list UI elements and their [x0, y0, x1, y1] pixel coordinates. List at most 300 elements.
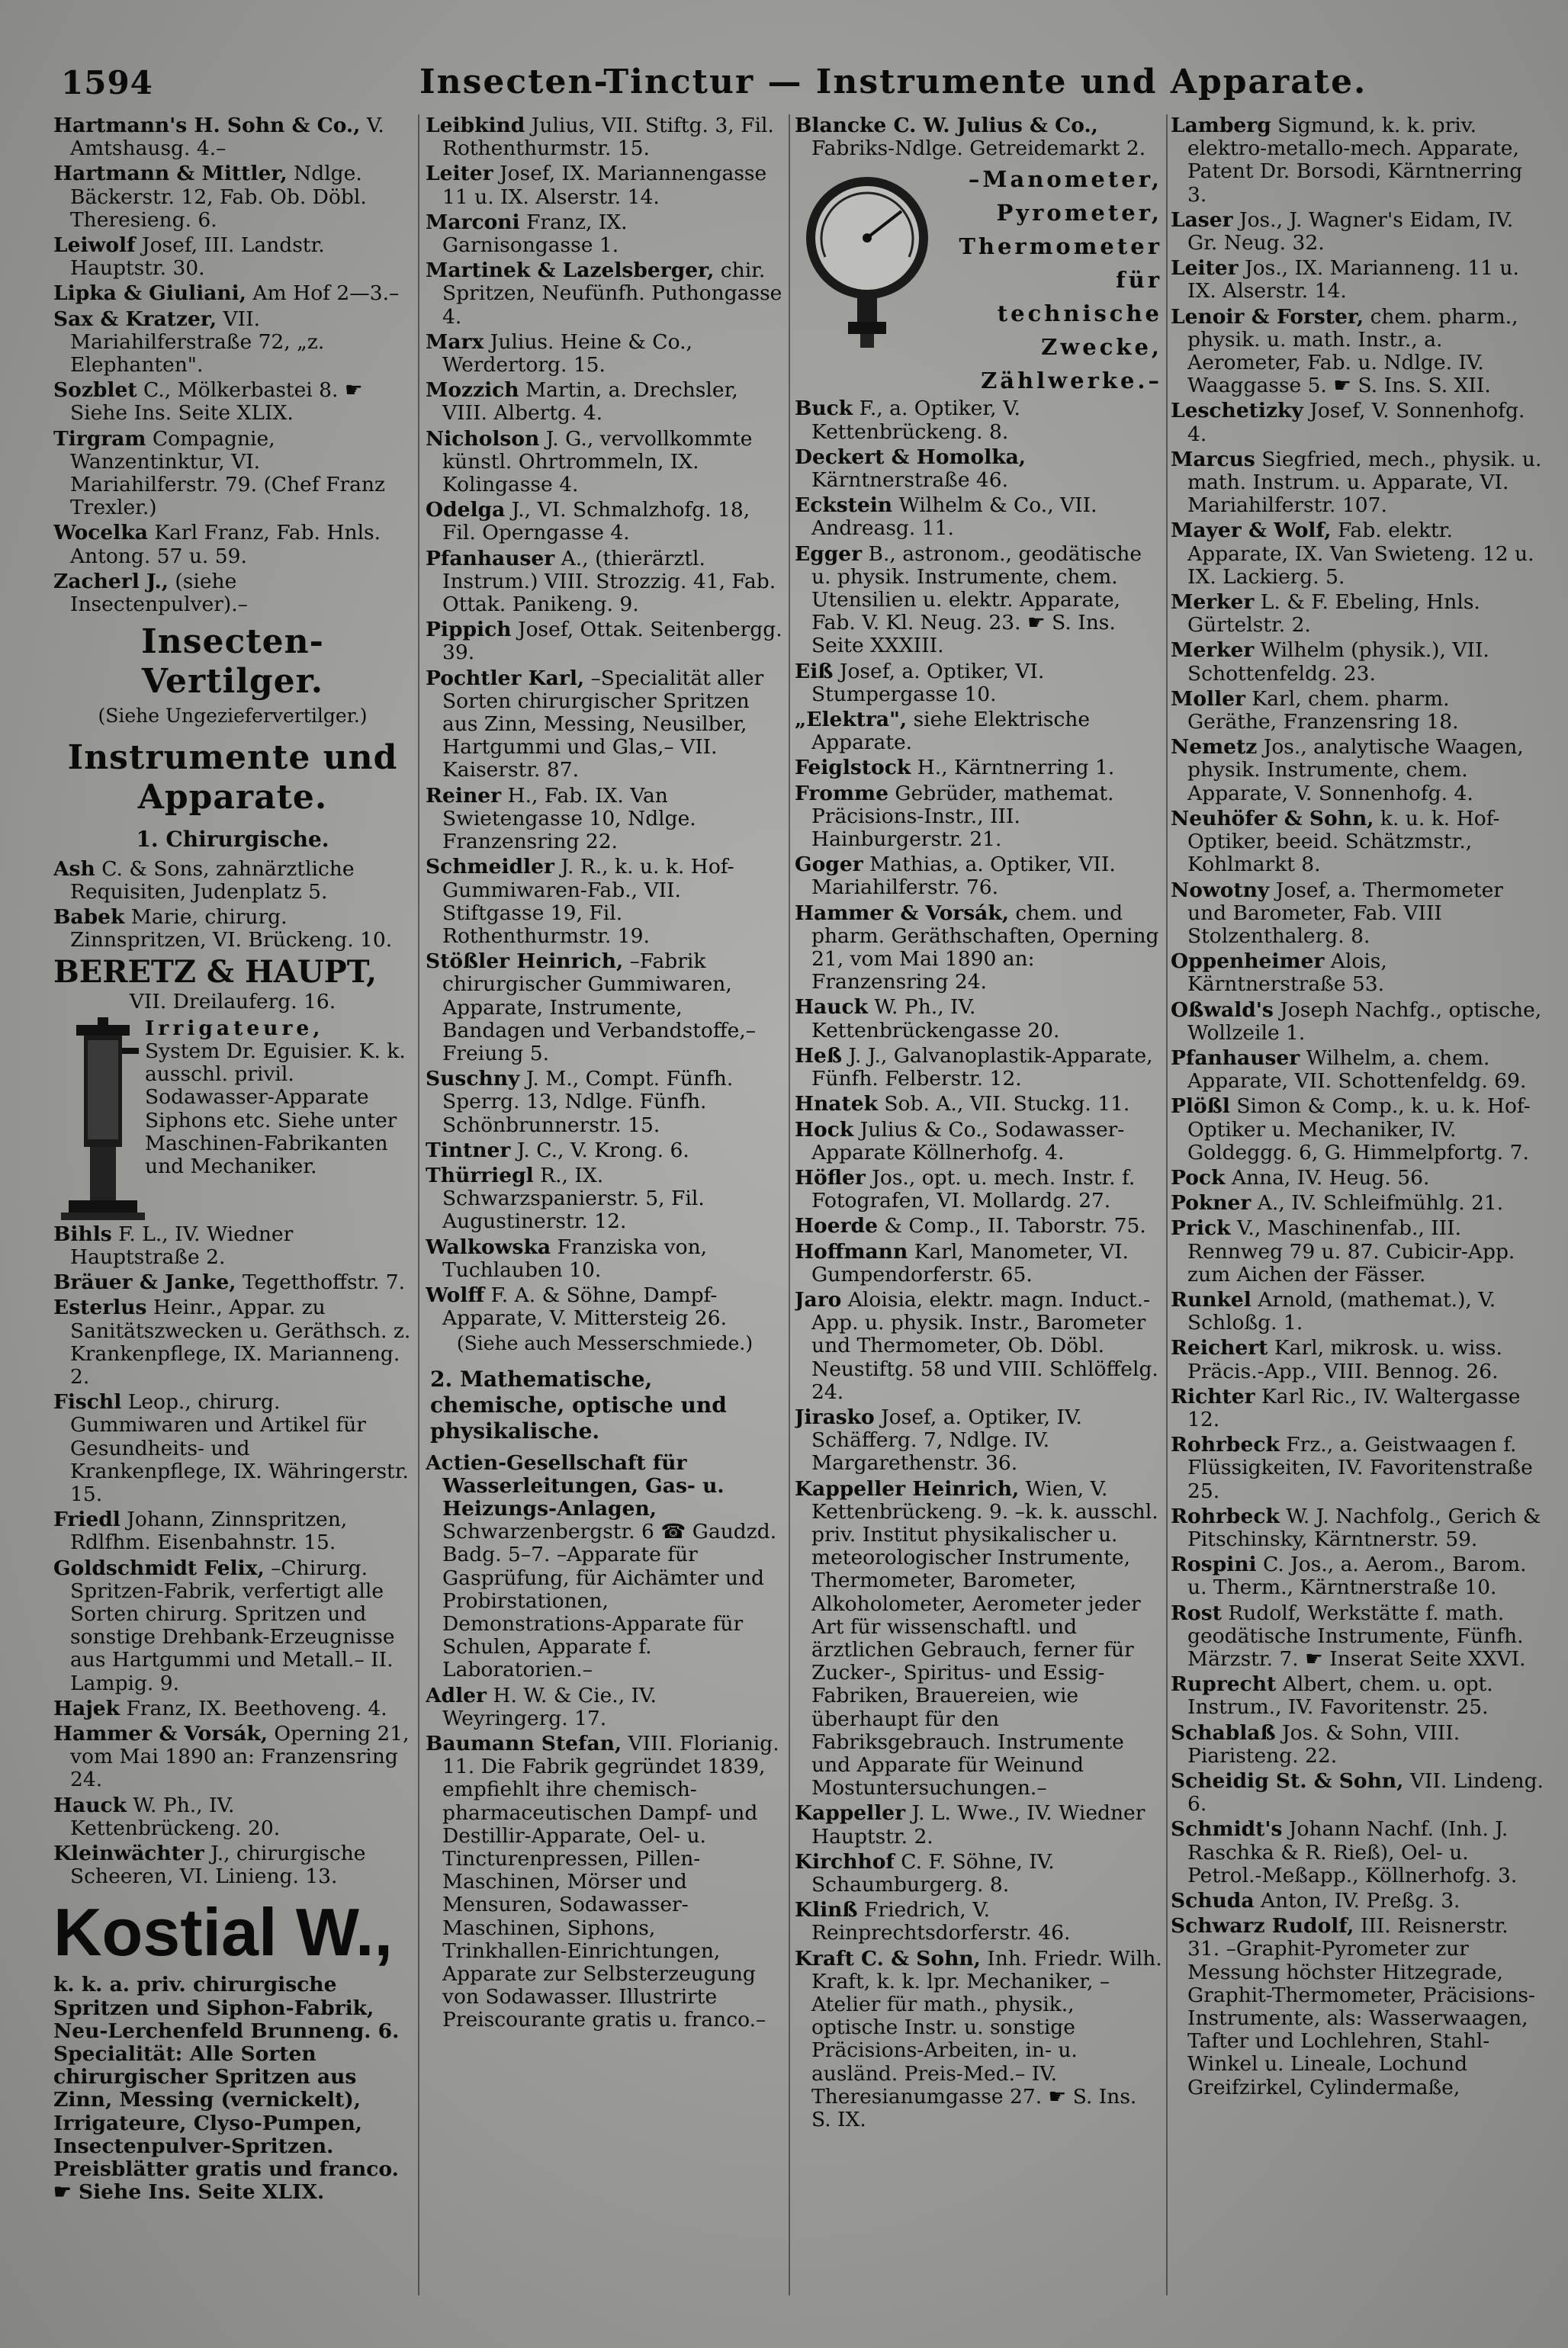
directory-entry — [1171, 688, 1544, 734]
entry-name: Ruprecht — [1171, 1672, 1277, 1697]
entry-details: VIII. Florianig. 11. Die Fabrik gegründet 1839, empfiehlt ihre chemisch-pharmaceutischen Dampf- und Destillir-Apparate, Oel- u. Tincturenpressen, Pillen-Maschinen, Mörser und Mensuren, Sodawasser-Maschinen, Siphons, Trinkhallen-Einrichtungen, Apparate zur Selbsterzeugung von Sodawasser. Illustrirte Preiscourante gratis u. franco.– — [442, 1732, 779, 2032]
entry-name: Lipka & Giuliani, — [53, 281, 246, 306]
directory-entry — [1171, 1505, 1544, 1551]
entry-name: Nemetz — [1171, 735, 1258, 760]
entry-name: Friedl — [53, 1508, 120, 1532]
entry-name: Mayer & Wolf, — [1171, 519, 1332, 543]
entry-name: Prick — [1171, 1216, 1231, 1241]
entry-details: Julius & Co., Sodawasser-Apparate Köllnerhofg. 4. — [811, 1117, 1125, 1164]
entry-details: Gebrüder, mathemat. Präcisions-Instr., III. Hainburgerstr. 21. — [811, 781, 1114, 852]
entry-name: Rohrbeck — [1171, 1433, 1280, 1457]
directory-entry — [1171, 1095, 1544, 1164]
entry-details: Anton, IV. Preßg. 3. — [1260, 1889, 1460, 1913]
column-rule — [1166, 114, 1168, 2295]
entry-name: Leiwolf — [53, 233, 136, 258]
entry-details: J. J., Galvanoplastik-Apparate, Fünfh. Felberstr. 12. — [811, 1043, 1153, 1091]
entry-details: Arnold, (mathemat.), V. Schloßg. 1. — [1187, 1287, 1496, 1335]
page-number: 1594 — [61, 64, 153, 101]
entry-details: Fab. elektr. Apparate, IX. Van Swieteng. 12 u. IX. Lackierg. 5. — [1187, 519, 1534, 589]
directory-entry — [795, 660, 1162, 706]
entry-name: Leiter — [426, 162, 493, 186]
entry-details: R., IX. Schwarzspanierstr. 5, Fil. Augustinerstr. 12. — [442, 1163, 705, 1234]
entry-name: Schuda — [1171, 1889, 1255, 1913]
advert-description: k. k. a. priv. chirurgische Spritzen und Siphon-Fabrik, Neu-Lerchenfeld Brunneng. 6. Specialität: Alle Sorten chirurgischer Spritzen aus Zinn, Messing (vernickelt), Irrigateure, Clyso-Pumpen, Insectenpulver-Spritzen. Preisblätter gratis und franco. ☛ Siehe Ins. Seite XLIX. — [53, 1973, 400, 2205]
entry-details: J. L. Wwe., IV. Wiedner Hauptstr. 2. — [811, 1801, 1145, 1849]
entry-details: W. Ph., IV. Kettenbrückeng. 20. — [70, 1793, 281, 1840]
directory-entry — [795, 1289, 1162, 1404]
entry-details: Jos., J. Wagner's Eidam, IV. Gr. Neug. 32. — [1187, 207, 1514, 255]
entry-details: F., a. Optiker, V. Kettenbrückeng. 8. — [811, 397, 1020, 444]
entry-name: Martinek & Lazelsberger, — [426, 259, 715, 283]
directory-entry — [795, 1899, 1162, 1945]
directory-entry — [53, 570, 412, 616]
directory-entry — [426, 162, 784, 208]
entry-name: Höfler — [795, 1165, 866, 1190]
entry-details: Franz, IX. Beethoveng. 4. — [126, 1696, 387, 1720]
directory-entry — [426, 1685, 784, 1730]
directory-entry — [1171, 879, 1544, 949]
entry-details: Karl, mikrosk. u. wiss. Präcis.-App., VIII. Bennog. 26. — [1187, 1336, 1502, 1383]
entry-name: Suschny — [426, 1067, 520, 1091]
directory-entry — [426, 667, 784, 782]
entry-name: Sozblet — [53, 378, 137, 403]
entry-details: Franziska von, Tuchlauben 10. — [442, 1235, 708, 1282]
entry-list — [426, 1452, 784, 2032]
entry-details: Alois, Kärntnerstraße 53. — [1187, 949, 1387, 997]
entry-details: Karl, chem. pharm. Geräthe, Franzensring 18. — [1187, 686, 1459, 734]
entry-details: –Specialität aller Sorten chirurgischer Spritzen aus Zinn, Messing, Neusilber, Hartgummi und Glas,– VII. Kaiserstr. 87. — [442, 666, 764, 782]
advert-name: BERETZ & HAUPT, — [53, 954, 378, 991]
directory-entry — [1171, 639, 1544, 685]
page-header — [53, 59, 1518, 113]
entry-name: Scheidig St. & Sohn, — [1171, 1769, 1404, 1794]
entry-name: Pock — [1171, 1165, 1226, 1190]
directory-entry — [426, 618, 784, 664]
entry-details: C. & Sons, zahnärztliche Requisiten, Judenplatz 5. — [70, 856, 355, 904]
entry-name: Moller — [1171, 686, 1245, 711]
entry-details: chem. und pharm. Geräthschaften, Operning 21, vom Mai 1890 an: Franzensring 24. — [811, 901, 1159, 994]
directory-entry — [795, 708, 1162, 754]
entry-name: Rospini — [1171, 1553, 1257, 1577]
entry-name: Lamberg — [1171, 114, 1271, 137]
entry-name: Goldschmidt Felix, — [53, 1556, 265, 1580]
entry-name: Rohrbeck — [1171, 1504, 1280, 1528]
entry-list — [53, 1223, 412, 1889]
entry-name: Nicholson — [426, 426, 540, 451]
directory-entry — [795, 1802, 1162, 1848]
directory-entry — [1171, 209, 1544, 255]
advert-product-line: Zwecke, — [1041, 334, 1162, 361]
entry-name: Leibkind — [426, 114, 525, 137]
directory-entry — [53, 1391, 412, 1506]
entry-name: Hartmann & Mittler, — [53, 162, 288, 186]
entry-details: Josef, III. Landstr. Hauptstr. 30. — [70, 233, 325, 281]
entry-details: chir. Spritzen, Neufünfh. Puthongasse 4. — [442, 259, 782, 329]
entry-details: Josef, V. Sonnenhofg. 4. — [1187, 399, 1525, 446]
advert-address: VII. Dreilauferg. 16. — [129, 990, 336, 1014]
entry-name: Schmeidler — [426, 855, 554, 879]
entry-name: Buck — [795, 397, 853, 421]
subsection-heading: 1. Chirurgische. — [136, 827, 329, 853]
directory-entry — [795, 1478, 1162, 1800]
directory-entry — [426, 331, 784, 377]
entry-name: Eckstein — [795, 493, 893, 518]
directory-entry — [1171, 950, 1544, 996]
entry-details: F. A. & Söhne, Dampf-Apparate, V. Mittersteig 26. — [442, 1283, 728, 1331]
section-title: Instrumente und Apparate. — [67, 738, 398, 817]
entry-name: Marconi — [426, 210, 520, 234]
entry-details: J., chirurgische Scheeren, VI. Linieng. 13. — [70, 1841, 366, 1889]
entry-details: Leop., chirurg. Gummiwaren und Artikel für Gesundheits- und Krankenpflege, IX. Währingerstr. 15. — [70, 1390, 409, 1506]
directory-entry — [426, 499, 784, 544]
entry-name: Hauck — [53, 1793, 127, 1817]
directory-entry — [795, 1119, 1162, 1164]
entry-details: Sob. A., VII. Stuckg. 11. — [884, 1092, 1130, 1116]
column-3 — [795, 114, 1162, 2311]
directory-entry — [53, 1296, 412, 1389]
entry-details: J. R., k. u. k. Hof-Gummiwaren-Fab., VII. Stiftgasse 19, Fil. Rothenthurmstr. 19. — [442, 855, 734, 948]
entry-name: Wocelka — [53, 521, 148, 545]
directory-entry — [1171, 1337, 1544, 1383]
entry-name: Marx — [426, 329, 484, 354]
entry-details: Jos. & Sohn, VIII. Piaristeng. 22. — [1187, 1720, 1460, 1768]
directory-entry — [426, 1068, 784, 1137]
entry-name: Runkel — [1171, 1287, 1252, 1312]
directory-entry — [795, 1241, 1162, 1286]
entry-details: H. W. & Cie., IV. Weyringerg. 17. — [442, 1683, 657, 1730]
directory-entry — [1171, 1602, 1544, 1672]
entry-details: Anna, IV. Heug. 56. — [1231, 1165, 1430, 1190]
entry-name: Kleinwächter — [53, 1841, 204, 1865]
entry-details: A., (thierärztl. Instrum.) VIII. Strozzig. 41, Fab. Ottak. Panikeng. 9. — [442, 546, 776, 617]
entry-name: Tintner — [426, 1138, 511, 1162]
entry-name: Thürriegl — [426, 1163, 534, 1187]
advert-block — [53, 1017, 412, 1223]
entry-details: Friedrich, V. Reinprechtsdorferstr. 46. — [811, 1898, 1071, 1945]
directory-entry — [426, 1236, 784, 1282]
directory-entry — [53, 1223, 412, 1269]
directory-entry — [426, 259, 784, 329]
directory-entry — [426, 428, 784, 497]
directory-entry — [53, 858, 412, 904]
directory-entry — [53, 234, 412, 280]
entry-details: J. C., V. Krong. 6. — [516, 1138, 689, 1162]
entry-details: Kärntnerstraße 46. — [811, 468, 1009, 493]
advert-description: System Dr. Eguisier. K. k. ausschl. privil. Sodawasser-Apparate Siphons etc. Siehe unter Maschinen-Fabrikanten und Mechaniker. — [145, 1039, 406, 1178]
entry-name: Hajek — [53, 1696, 120, 1720]
entry-details: Operning 21, vom Mai 1890 an: Franzensring 24. — [70, 1721, 410, 1792]
directory-entry — [1171, 999, 1544, 1045]
entry-name: Plößl — [1171, 1094, 1230, 1119]
entry-details: Simon & Comp., k. u. k. Hof-Optiker u. Mechaniker, IV. Goldeggg. 6, G. Himmelpfortg. 7. — [1187, 1094, 1531, 1164]
entry-details: siehe Elektrische Apparate. — [811, 708, 1091, 755]
entry-name: „Elektra", — [795, 708, 908, 732]
entry-name: Egger — [795, 541, 863, 566]
entry-details: Wien, V. Kettenbrückeng. 9. –k. k. ausschl. priv. Institut physikalischer u. meteorologischer Instrumente, Thermometer, Barometer, Alkoholometer, Aerometer jeder Art für wissenschaftl. und ärztlichen Gebrauch, ferner für Zucker-, Spiritus- und Essig-Fabriken, Brauereien, wie überhaupt für den Fabriksgebrauch. Instrumente und Apparate für Weinund Mostuntersuchungen.– — [811, 1476, 1158, 1800]
directory-entry — [1171, 1217, 1544, 1286]
entry-name: Ash — [53, 856, 95, 881]
entry-list — [426, 114, 784, 1330]
advert-product-line: –Manometer, — [968, 166, 1162, 193]
entry-details: Siegfried, mech., physik. u. math. Instrum. u. Apparate, VI. Mariahilferstr. 107. — [1187, 447, 1542, 518]
directory-entry — [426, 379, 784, 425]
entry-name: Odelga — [426, 498, 506, 522]
directory-entry — [53, 308, 412, 377]
directory-entry — [795, 902, 1162, 994]
directory-entry — [53, 282, 412, 305]
entry-details: Ndlge. Bäckerstr. 12, Fab. Ob. Döbl. Theresieng. 6. — [70, 162, 367, 232]
subsection-heading: 2. Mathematische, chemische, optische und physikalische. — [430, 1366, 727, 1444]
entry-name: Oppenheimer — [1171, 949, 1325, 974]
entry-details: J. M., Compt. Fünfh. Sperrg. 13, Ndlge. Fünfh. Schönbrunnerstr. 15. — [442, 1067, 734, 1137]
see-note: (Siehe Ungeziefervertilger.) — [98, 705, 368, 728]
advert-text — [145, 1017, 412, 1223]
entry-details: V. Amtshausg. 4.– — [70, 114, 384, 161]
entry-name: Neuhöfer & Sohn, — [1171, 806, 1374, 830]
entry-name: Schablaß — [1171, 1720, 1276, 1745]
advert-product-list — [940, 162, 1162, 397]
entry-name: Zacherl J., — [53, 569, 169, 593]
directory-entry — [1171, 1915, 1544, 2099]
entry-details: III. Reisnerstr. 31. –Graphit-Pyrometer zur Messung höchster Hitzegrade, Graphit-Thermometer, Präcisions-Instrumente, als: Wasserwaagen, Tafter und Lochlehren, Stahl-Winkel u. Lineale, Lochund Greifzirkel, Cylindermaße, — [1187, 1914, 1535, 2099]
entry-details: F. L., IV. Wiedner Hauptstraße 2. — [70, 1222, 294, 1269]
directory-entry — [426, 785, 784, 854]
entry-name: Hauck — [795, 995, 868, 1020]
directory-entry — [1171, 1289, 1544, 1335]
directory-entry — [53, 114, 412, 160]
entry-name: Hammer & Vorsák, — [53, 1721, 268, 1746]
entry-details: C. Jos., a. Aerom., Barom. u. Therm., Kärntnerstraße 10. — [1187, 1553, 1527, 1600]
directory-entry — [53, 1557, 412, 1695]
directory-entry — [53, 428, 412, 520]
entry-name: Blancke C. W. Julius & Co., — [795, 114, 1098, 137]
entry-details: Franz, IX. Garnisongasse 1. — [442, 210, 628, 258]
directory-entry — [1171, 519, 1544, 589]
directory-entry — [1171, 114, 1544, 207]
entry-name: Reichert — [1171, 1336, 1268, 1360]
entry-name: Goger — [795, 853, 863, 877]
entry-name: Reiner — [426, 783, 502, 808]
entry-details: Josef, Ottak. Seitenbergg. 39. — [442, 618, 782, 665]
entry-details: Julius. Heine & Co., Werdertorg. 15. — [442, 329, 692, 377]
entry-details: Compagnie, Wanzentinktur, VI. Mariahilferstr. 79. (Chef Franz Trexler.) — [70, 426, 385, 520]
advert-product-line: Zählwerke.– — [981, 368, 1162, 394]
entry-details: chem. pharm., physik. u. math. Instr., a. Aerometer, Fab. u. Ndlge. IV. Waaggasse 5. ☛ S. Ins. S. XII. — [1187, 304, 1518, 398]
entry-name: Eiß — [795, 659, 834, 683]
directory-entry — [426, 211, 784, 257]
entry-details: H., Fab. IX. Van Swietengasse 10, Ndlge. Franzensring 22. — [442, 783, 696, 854]
entry-name: Bräuer & Janke, — [53, 1270, 236, 1295]
entry-details: Josef, IX. Mariannengasse 11 u. IX. Alserstr. 14. — [442, 162, 767, 209]
entry-name: Pippich — [426, 618, 512, 642]
entry-details: V., Maschinenfab., III. Rennweg 79 u. 87. Cubicir-App. zum Aichen der Fässer. — [1187, 1216, 1515, 1286]
column-2 — [426, 114, 784, 2311]
entry-name: Wolff — [426, 1283, 485, 1307]
entry-list — [53, 858, 412, 952]
directory-entry — [795, 114, 1162, 160]
column-1 — [53, 114, 412, 2311]
directory-entry — [426, 114, 784, 160]
advert-block — [795, 162, 1162, 397]
advert-product: Irrigateure, — [145, 1016, 324, 1040]
directory-entry — [1171, 1192, 1544, 1215]
entry-details: L. & F. Ebeling, Hnls. Gürtelstr. 2. — [1187, 590, 1480, 638]
entry-details: W. Ph., IV. Kettenbrückengasse 20. — [811, 995, 1060, 1042]
directory-entry — [53, 1271, 412, 1294]
entry-details: VII. Mariahilferstraße 72, „z. Elephanten". — [70, 307, 325, 377]
see-note: (Siehe auch Messerschmiede.) — [456, 1332, 753, 1355]
entry-name: Richter — [1171, 1384, 1255, 1408]
entry-list — [1171, 114, 1544, 2099]
column-rule — [418, 114, 419, 2295]
entry-details: Karl Ric., IV. Waltergasse 12. — [1187, 1384, 1521, 1431]
entry-details: Julius, VII. Stiftg. 3, Fil. Rothenthurmstr. 15. — [442, 114, 774, 161]
column-4 — [1171, 114, 1544, 2311]
entry-name: Hartmann's H. Sohn & Co., — [53, 114, 361, 137]
directory-entry — [795, 756, 1162, 779]
entry-details: H., Kärntnerring 1. — [917, 756, 1115, 780]
manometer-illustration — [795, 165, 940, 349]
entry-details: Wilhelm, a. chem. Apparate, VII. Schottenfeldg. 69. — [1187, 1046, 1527, 1094]
entry-details: Sigmund, k. k. priv. elektro-metallo-mech. Apparate, Patent Dr. Borsodi, Kärntnerring 3. — [1187, 114, 1523, 207]
entry-name: Jirasko — [795, 1405, 875, 1429]
entry-name: Esterlus — [53, 1296, 147, 1320]
entry-details: Jos., analytische Waagen, physik. Instrumente, chem. Apparate, V. Sonnenhofg. 4. — [1187, 735, 1524, 805]
entry-name: Merker — [1171, 638, 1255, 663]
directory-entry — [1171, 1434, 1544, 1503]
entry-name: Leschetizky — [1171, 399, 1303, 423]
directory-entry — [53, 1508, 412, 1554]
entry-details: Frz., a. Geistwaagen f. Flüssigkeiten, IV. Favoritenstraße 25. — [1187, 1433, 1533, 1503]
entry-name: Fischl — [53, 1390, 122, 1415]
directory-entry — [1171, 400, 1544, 445]
column-rule — [789, 114, 790, 2295]
directory-entry — [426, 1139, 784, 1162]
entry-name: Hammer & Vorsák, — [795, 901, 1009, 925]
directory-entry — [1171, 591, 1544, 637]
entry-details: Schwarzenbergstr. 6 ☎ Gaudzd. Badg. 5–7. –Apparate für Gasprüfung, für Aichämter und Probirstationen, Demonstrations-Apparate für Schulen, Apparate f. Laboratorien.– — [442, 1520, 777, 1682]
entry-details: Rudolf, Werkstätte f. math. geodätische Instrumente, Fünfh. Märzstr. 7. ☛ Inserat Seite XXVI. — [1187, 1601, 1526, 1671]
entry-details: Karl, Manometer, VI. Gumpendorferstr. 65. — [811, 1239, 1129, 1286]
entry-name: Deckert & Homolka, — [795, 445, 1027, 469]
entry-details: Aloisia, elektr. magn. Induct.-App. u. physik. Instr., Barometer und Thermometer, Ob. Döbl. Neustiftg. 58 und VIII. Schlöffelg. 24. — [811, 1287, 1158, 1404]
entry-name: Pfanhauser — [426, 546, 555, 570]
entry-name: Adler — [426, 1683, 487, 1707]
entry-name: Kappeller Heinrich, — [795, 1476, 1020, 1501]
entry-details: Joseph Nachfg., optische, Wollzeile 1. — [1187, 997, 1542, 1045]
directory-entry — [1171, 808, 1544, 877]
section-title: Insecten-Vertilger. — [141, 622, 324, 702]
entry-name: Actien-Gesellschaft für Wasserleitungen, Gas- u. Heizungs-Anlagen, — [426, 1450, 725, 1521]
directory-entry — [53, 162, 412, 232]
directory-entry — [1171, 1890, 1544, 1913]
entry-name: Bihls — [53, 1222, 112, 1246]
directory-entry — [795, 1167, 1162, 1213]
directory-entry — [53, 906, 412, 952]
entry-details: Martin, a. Drechsler, VIII. Albertg. 4. — [442, 378, 738, 426]
entry-name: Merker — [1171, 590, 1255, 615]
directory-entry — [1171, 1553, 1544, 1599]
entry-list — [795, 397, 1162, 2131]
directory-entry — [1171, 1047, 1544, 1093]
directory-entry — [1171, 306, 1544, 398]
directory-entry — [426, 1164, 784, 1234]
entry-name: Sax & Kratzer, — [53, 307, 217, 331]
entry-details: Josef, a. Thermometer und Barometer, Fab. VIII Stolzenthalerg. 8. — [1187, 878, 1503, 948]
entry-name: Hock — [795, 1117, 854, 1142]
entry-details: & Comp., II. Taborstr. 75. — [884, 1214, 1146, 1238]
entry-name: Heß — [795, 1043, 843, 1068]
entry-name: Kirchhof — [795, 1849, 895, 1874]
entry-name: Baumann Stefan, — [426, 1732, 622, 1755]
entry-name: Nowotny — [1171, 878, 1270, 902]
entry-name: Feiglstock — [795, 756, 911, 780]
entry-name: Mozzich — [426, 378, 519, 403]
entry-name: Pfanhauser — [1171, 1046, 1300, 1070]
entry-name: Hoerde — [795, 1214, 878, 1238]
directory-entry — [1171, 257, 1544, 303]
entry-details: Jos., IX. Marianneng. 11 u. IX. Alserstr. 14. — [1187, 256, 1519, 304]
entry-name: Pochtler Karl, — [426, 666, 585, 690]
entry-name: Hnatek — [795, 1092, 878, 1116]
entry-name: Schwarz Rudolf, — [1171, 1914, 1354, 1938]
directory-entry — [795, 853, 1162, 899]
entry-details: Fabriks-Ndlge. Getreidemarkt 2. — [811, 137, 1146, 161]
directory-entry — [795, 1093, 1162, 1116]
directory-entry — [53, 1698, 412, 1720]
entry-details: Inh. Friedr. Wilh. Kraft, k. k. lpr. Mechaniker, –Atelier für math., physik., optische Instr. u. sonstige Präcisions-Arbeiten, in- u. ausländ. Preis-Med.– IV. Theresianumgasse 27. ☛ S. Ins. S. IX. — [811, 1946, 1162, 2132]
directory-entry — [53, 1842, 412, 1888]
directory-entry — [795, 494, 1162, 540]
entry-name: Kappeller — [795, 1801, 906, 1826]
entry-details: C. F. Söhne, IV. Schaumburgerg. 8. — [811, 1849, 1055, 1897]
entry-details: Marie, chirurg. Zinnspritzen, VI. Brückeng. 10. — [70, 905, 393, 952]
entry-name: Jaro — [795, 1287, 842, 1312]
directory-entry — [426, 1733, 784, 2032]
entry-details: Heinr., Appar. zu Sanitätszwecken u. Geräthsch. z. Krankenpflege, IX. Marianneng. 2. — [70, 1296, 411, 1389]
entry-details: Josef, a. Optiker, IV. Schäfferg. 7, Ndlge. IV. Margarethenstr. 36. — [811, 1405, 1082, 1476]
directory-entry — [795, 446, 1162, 492]
advert-name: Kostial W., — [53, 1894, 393, 1971]
directory-entry — [795, 1215, 1162, 1238]
advert-product-line: Thermometer — [959, 233, 1162, 260]
entry-name: Marcus — [1171, 447, 1255, 471]
directory-entry — [1171, 1167, 1544, 1190]
advert-product-line: technische — [997, 300, 1162, 327]
directory-entry — [426, 856, 784, 948]
entry-details: Wilhelm (physik.), VII. Schottenfeldg. 23. — [1187, 638, 1489, 686]
directory-entry — [53, 379, 412, 425]
entry-name: Rost — [1171, 1601, 1222, 1625]
entry-name: Leiter — [1171, 256, 1239, 281]
entry-details: Albert, chem. u. opt. Instrum., IV. Favoritenstr. 25. — [1187, 1672, 1493, 1720]
entry-details: B., astronom., geodätische u. physik. Instrumente, chem. Utensilien u. elektr. Apparate, Fab. V. Kl. Neug. 23. ☛ S. Ins. Seite XXXIII. — [811, 541, 1142, 658]
entry-name: Babek — [53, 905, 125, 930]
entry-details: Jos., opt. u. mech. Instr. f. Fotografen, VI. Mollardg. 27. — [811, 1165, 1136, 1213]
directory-entry — [795, 1045, 1162, 1090]
directory-entry — [795, 543, 1162, 658]
entry-details: Wilhelm & Co., VII. Andreasg. 11. — [811, 493, 1097, 541]
directory-entry — [53, 1723, 412, 1792]
irrigator-illustration — [53, 1017, 145, 1223]
entry-name: Schmidt's — [1171, 1817, 1283, 1842]
entry-details: C., Mölkerbastei 8. ☛ Siehe Ins. Seite XLIX. — [70, 378, 363, 426]
entry-details: Mathias, a. Optiker, VII. Mariahilferstr. 76. — [811, 853, 1116, 900]
directory-entry — [1171, 1770, 1544, 1816]
entry-details: –Chirurg. Spritzen-Fabrik, verfertigt alle Sorten chirurg. Spritzen und sonstige Drehbank-Erzeugnisse aus Hartgummi und Metall.– II. Lampig. 9. — [70, 1556, 395, 1695]
entry-name: Pokner — [1171, 1191, 1252, 1216]
entry-details: (siehe Insectenpulver).– — [70, 569, 248, 617]
